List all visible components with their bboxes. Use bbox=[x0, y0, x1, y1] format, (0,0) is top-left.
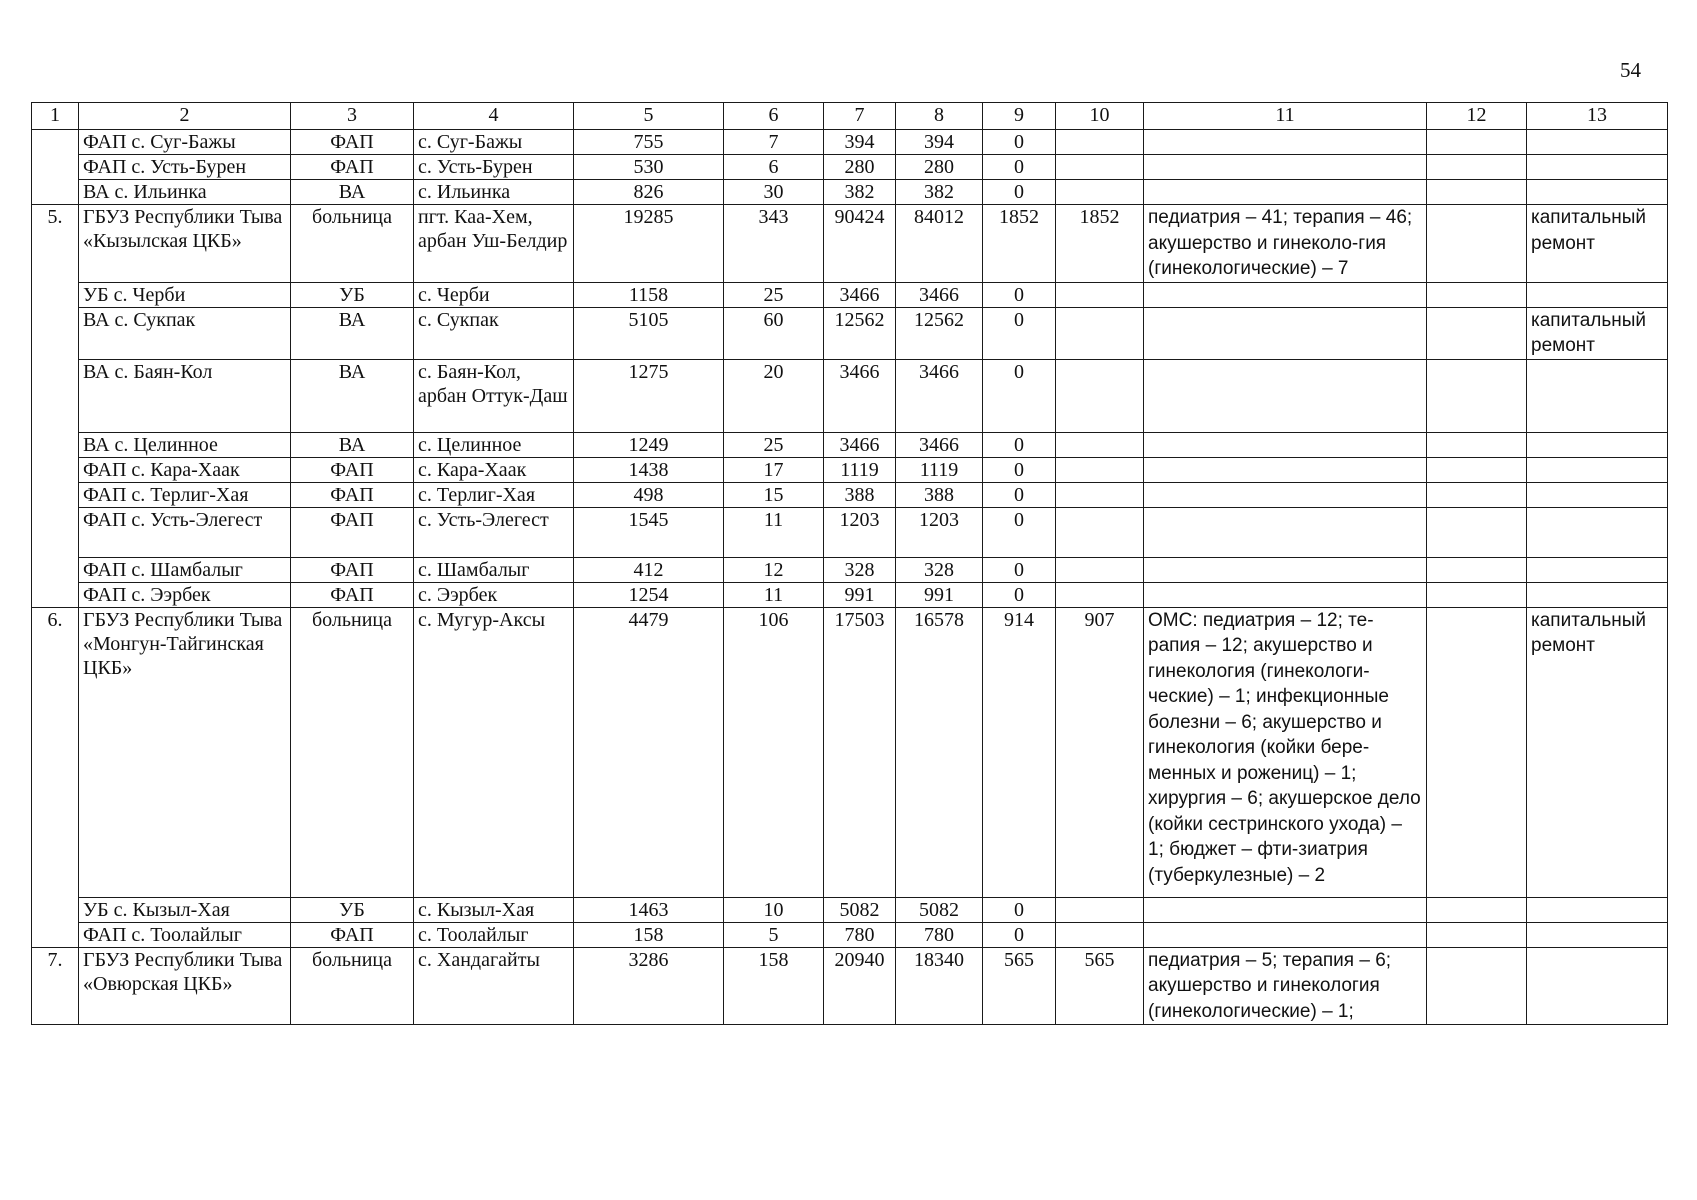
cell-col-9: 0 bbox=[983, 507, 1056, 557]
cell-col-6: 60 bbox=[724, 307, 824, 359]
cell-col-9: 0 bbox=[983, 457, 1056, 482]
cell-col-8: 18340 bbox=[896, 947, 983, 1025]
cell-col-4: с. Баян-Кол, арбан Оттук-Даш bbox=[414, 359, 574, 432]
table-row bbox=[32, 432, 1668, 457]
cell-col-5: 1438 bbox=[574, 457, 724, 482]
cell-col-3: ФАП bbox=[291, 457, 414, 482]
cell-col-13 bbox=[1527, 947, 1668, 1025]
cell-col-3: ВА bbox=[291, 180, 414, 205]
cell-col-6: 10 bbox=[724, 897, 824, 922]
table-row bbox=[32, 155, 1668, 180]
table-row bbox=[32, 947, 1668, 1025]
cell-col-3: ФАП bbox=[291, 130, 414, 155]
cell-col-5: 1158 bbox=[574, 282, 724, 307]
cell-col-4: с. Ильинка bbox=[414, 180, 574, 205]
cell-col-6: 106 bbox=[724, 607, 824, 897]
cell-col-3: ФАП bbox=[291, 155, 414, 180]
column-header: 10 bbox=[1056, 103, 1144, 130]
cell-col-3: больница bbox=[291, 205, 414, 283]
cell-col-9: 565 bbox=[983, 947, 1056, 1025]
cell-col-7: 20940 bbox=[824, 947, 896, 1025]
cell-col-3: УБ bbox=[291, 897, 414, 922]
cell-col-3: ФАП bbox=[291, 482, 414, 507]
cell-col-8: 388 bbox=[896, 482, 983, 507]
cell-col-12 bbox=[1427, 507, 1527, 557]
cell-col-5: 4479 bbox=[574, 607, 724, 897]
cell-col-3: ВА bbox=[291, 307, 414, 359]
cell-col-13 bbox=[1527, 457, 1668, 482]
column-header: 11 bbox=[1144, 103, 1427, 130]
cell-col-6: 12 bbox=[724, 557, 824, 582]
cell-col-2: УБ с. Черби bbox=[79, 282, 291, 307]
cell-col-7: 328 bbox=[824, 557, 896, 582]
cell-col-5: 5105 bbox=[574, 307, 724, 359]
cell-col-13 bbox=[1527, 432, 1668, 457]
table-row bbox=[32, 607, 1668, 897]
cell-col-10: 1852 bbox=[1056, 205, 1144, 283]
cell-col-10 bbox=[1056, 155, 1144, 180]
cell-col-11 bbox=[1144, 457, 1427, 482]
cell-col-7: 90424 bbox=[824, 205, 896, 283]
cell-col-5: 498 bbox=[574, 482, 724, 507]
cell-col-10 bbox=[1056, 282, 1144, 307]
table-body bbox=[32, 103, 1668, 1025]
cell-col-7: 17503 bbox=[824, 607, 896, 897]
cell-col-2: ФАП с. Ээрбек bbox=[79, 582, 291, 607]
cell-col-3: больница bbox=[291, 947, 414, 1025]
table-row bbox=[32, 130, 1668, 155]
cell-col-3: ФАП bbox=[291, 557, 414, 582]
cell-col-4: с. Усть-Бурен bbox=[414, 155, 574, 180]
cell-col-4: с. Черби bbox=[414, 282, 574, 307]
cell-col-5: 826 bbox=[574, 180, 724, 205]
column-header: 1 bbox=[32, 103, 79, 130]
cell-col-6: 11 bbox=[724, 582, 824, 607]
cell-col-7: 3466 bbox=[824, 359, 896, 432]
cell-col-4: пгт. Каа-Хем, арбан Уш-Белдир bbox=[414, 205, 574, 283]
cell-col-13 bbox=[1527, 180, 1668, 205]
cell-col-12 bbox=[1427, 457, 1527, 482]
cell-col-10 bbox=[1056, 359, 1144, 432]
cell-col-10 bbox=[1056, 432, 1144, 457]
cell-col-11 bbox=[1144, 180, 1427, 205]
cell-col-6: 11 bbox=[724, 507, 824, 557]
cell-col-3: ФАП bbox=[291, 922, 414, 947]
cell-col-8: 328 bbox=[896, 557, 983, 582]
cell-col-11 bbox=[1144, 359, 1427, 432]
cell-col-7: 1119 bbox=[824, 457, 896, 482]
cell-col-6: 20 bbox=[724, 359, 824, 432]
cell-col-8: 780 bbox=[896, 922, 983, 947]
cell-col-2: ФАП с. Тоолайлыг bbox=[79, 922, 291, 947]
cell-col-10 bbox=[1056, 130, 1144, 155]
cell-col-2: ГБУЗ Республики Тыва «Овюрская ЦКБ» bbox=[79, 947, 291, 1025]
page-number: 54 bbox=[1620, 58, 1641, 82]
cell-col-5: 530 bbox=[574, 155, 724, 180]
cell-col-12 bbox=[1427, 359, 1527, 432]
facilities-table bbox=[31, 102, 1668, 1025]
cell-col-12 bbox=[1427, 922, 1527, 947]
row-number: 6. bbox=[32, 607, 79, 947]
cell-col-5: 1463 bbox=[574, 897, 724, 922]
cell-col-8: 16578 bbox=[896, 607, 983, 897]
cell-col-2: ФАП с. Усть-Элегест bbox=[79, 507, 291, 557]
table-row bbox=[32, 180, 1668, 205]
cell-col-11: ОМС: педиатрия – 12; те-рапия – 12; акушерство и гинекология (гинекологи-ческие) – 1; инфекционные болезни – 6; акушерство и гинекология (койки бере-менных и рожениц) – 1; хирургия – 6; акушерское дело (койки сестринского ухода) – 1; бюджет – фти-зиатрия (туберкулезные) – 2 bbox=[1144, 607, 1427, 897]
table-row bbox=[32, 205, 1668, 283]
cell-col-11: педиатрия – 41; терапия – 46; акушерство и гинеколо-гия (гинекологические) – 7 bbox=[1144, 205, 1427, 283]
column-header: 6 bbox=[724, 103, 824, 130]
cell-col-13 bbox=[1527, 922, 1668, 947]
cell-col-13 bbox=[1527, 282, 1668, 307]
cell-col-11: педиатрия – 5; терапия – 6; акушерство и гинекология (гинекологические) – 1; bbox=[1144, 947, 1427, 1025]
cell-col-6: 158 bbox=[724, 947, 824, 1025]
column-header: 8 bbox=[896, 103, 983, 130]
table-row bbox=[32, 897, 1668, 922]
cell-col-6: 15 bbox=[724, 482, 824, 507]
cell-col-11 bbox=[1144, 432, 1427, 457]
column-header: 4 bbox=[414, 103, 574, 130]
cell-col-7: 12562 bbox=[824, 307, 896, 359]
cell-col-11 bbox=[1144, 482, 1427, 507]
cell-col-11 bbox=[1144, 897, 1427, 922]
cell-col-13 bbox=[1527, 359, 1668, 432]
row-number: 5. bbox=[32, 205, 79, 608]
column-header: 5 bbox=[574, 103, 724, 130]
cell-col-10 bbox=[1056, 307, 1144, 359]
cell-col-7: 991 bbox=[824, 582, 896, 607]
cell-col-2: ФАП с. Кара-Хаак bbox=[79, 457, 291, 482]
cell-col-7: 5082 bbox=[824, 897, 896, 922]
cell-col-8: 12562 bbox=[896, 307, 983, 359]
cell-col-10 bbox=[1056, 557, 1144, 582]
column-header: 13 bbox=[1527, 103, 1668, 130]
table-row bbox=[32, 359, 1668, 432]
cell-col-2: ГБУЗ Республики Тыва «Монгун-Тайгинская ЦКБ» bbox=[79, 607, 291, 897]
cell-col-10 bbox=[1056, 922, 1144, 947]
cell-col-3: ВА bbox=[291, 432, 414, 457]
cell-col-3: ФАП bbox=[291, 582, 414, 607]
cell-col-7: 394 bbox=[824, 130, 896, 155]
cell-col-12 bbox=[1427, 482, 1527, 507]
cell-col-12 bbox=[1427, 897, 1527, 922]
cell-col-10 bbox=[1056, 457, 1144, 482]
column-header: 7 bbox=[824, 103, 896, 130]
cell-col-3: больница bbox=[291, 607, 414, 897]
cell-col-12 bbox=[1427, 607, 1527, 897]
cell-col-4: с. Усть-Элегест bbox=[414, 507, 574, 557]
column-header: 12 bbox=[1427, 103, 1527, 130]
cell-col-13 bbox=[1527, 155, 1668, 180]
cell-col-8: 382 bbox=[896, 180, 983, 205]
cell-col-2: ФАП с. Шамбалыг bbox=[79, 557, 291, 582]
cell-col-4: с. Целинное bbox=[414, 432, 574, 457]
cell-col-3: ВА bbox=[291, 359, 414, 432]
cell-col-6: 25 bbox=[724, 282, 824, 307]
cell-col-8: 280 bbox=[896, 155, 983, 180]
cell-col-10 bbox=[1056, 507, 1144, 557]
cell-col-11 bbox=[1144, 282, 1427, 307]
table-row bbox=[32, 507, 1668, 557]
cell-col-9: 0 bbox=[983, 307, 1056, 359]
table-row bbox=[32, 557, 1668, 582]
cell-col-8: 3466 bbox=[896, 432, 983, 457]
cell-col-10: 907 bbox=[1056, 607, 1144, 897]
cell-col-9: 0 bbox=[983, 922, 1056, 947]
row-number bbox=[32, 130, 79, 205]
cell-col-2: ВА с. Ильинка bbox=[79, 180, 291, 205]
cell-col-13 bbox=[1527, 582, 1668, 607]
cell-col-9: 914 bbox=[983, 607, 1056, 897]
cell-col-7: 1203 bbox=[824, 507, 896, 557]
cell-col-12 bbox=[1427, 307, 1527, 359]
cell-col-4: с. Хандагайты bbox=[414, 947, 574, 1025]
cell-col-7: 3466 bbox=[824, 432, 896, 457]
cell-col-9: 0 bbox=[983, 155, 1056, 180]
cell-col-6: 25 bbox=[724, 432, 824, 457]
cell-col-11 bbox=[1144, 130, 1427, 155]
column-header: 3 bbox=[291, 103, 414, 130]
cell-col-4: с. Кызыл-Хая bbox=[414, 897, 574, 922]
cell-col-12 bbox=[1427, 155, 1527, 180]
cell-col-4: с. Сукпак bbox=[414, 307, 574, 359]
cell-col-5: 1545 bbox=[574, 507, 724, 557]
cell-col-11 bbox=[1144, 507, 1427, 557]
cell-col-7: 388 bbox=[824, 482, 896, 507]
cell-col-12 bbox=[1427, 205, 1527, 283]
cell-col-2: ВА с. Целинное bbox=[79, 432, 291, 457]
cell-col-4: с. Терлиг-Хая bbox=[414, 482, 574, 507]
cell-col-4: с. Шамбалыг bbox=[414, 557, 574, 582]
cell-col-6: 30 bbox=[724, 180, 824, 205]
cell-col-3: УБ bbox=[291, 282, 414, 307]
cell-col-7: 280 bbox=[824, 155, 896, 180]
cell-col-2: ФАП с. Суг-Бажы bbox=[79, 130, 291, 155]
cell-col-5: 19285 bbox=[574, 205, 724, 283]
cell-col-13 bbox=[1527, 507, 1668, 557]
cell-col-2: ВА с. Баян-Кол bbox=[79, 359, 291, 432]
cell-col-4: с. Суг-Бажы bbox=[414, 130, 574, 155]
cell-col-2: ФАП с. Терлиг-Хая bbox=[79, 482, 291, 507]
cell-col-9: 0 bbox=[983, 897, 1056, 922]
cell-col-10 bbox=[1056, 582, 1144, 607]
cell-col-5: 1275 bbox=[574, 359, 724, 432]
cell-col-12 bbox=[1427, 947, 1527, 1025]
cell-col-7: 3466 bbox=[824, 282, 896, 307]
cell-col-13: капитальный ремонт bbox=[1527, 205, 1668, 283]
cell-col-8: 1119 bbox=[896, 457, 983, 482]
cell-col-9: 0 bbox=[983, 180, 1056, 205]
cell-col-8: 1203 bbox=[896, 507, 983, 557]
table-row bbox=[32, 282, 1668, 307]
cell-col-12 bbox=[1427, 130, 1527, 155]
cell-col-4: с. Тоолайлыг bbox=[414, 922, 574, 947]
cell-col-13 bbox=[1527, 482, 1668, 507]
cell-col-11 bbox=[1144, 307, 1427, 359]
cell-col-9: 0 bbox=[983, 557, 1056, 582]
cell-col-8: 3466 bbox=[896, 359, 983, 432]
cell-col-10 bbox=[1056, 180, 1144, 205]
cell-col-12 bbox=[1427, 582, 1527, 607]
cell-col-5: 755 bbox=[574, 130, 724, 155]
cell-col-5: 3286 bbox=[574, 947, 724, 1025]
table-row bbox=[32, 307, 1668, 359]
cell-col-8: 394 bbox=[896, 130, 983, 155]
cell-col-12 bbox=[1427, 557, 1527, 582]
header-row bbox=[32, 103, 1668, 130]
table-row bbox=[32, 482, 1668, 507]
cell-col-11 bbox=[1144, 922, 1427, 947]
cell-col-2: УБ с. Кызыл-Хая bbox=[79, 897, 291, 922]
cell-col-5: 412 bbox=[574, 557, 724, 582]
cell-col-13: капитальный ремонт bbox=[1527, 307, 1668, 359]
table-row bbox=[32, 922, 1668, 947]
cell-col-9: 0 bbox=[983, 359, 1056, 432]
cell-col-6: 343 bbox=[724, 205, 824, 283]
cell-col-4: с. Мугур-Аксы bbox=[414, 607, 574, 897]
cell-col-4: с. Кара-Хаак bbox=[414, 457, 574, 482]
cell-col-5: 1254 bbox=[574, 582, 724, 607]
cell-col-12 bbox=[1427, 432, 1527, 457]
cell-col-11 bbox=[1144, 155, 1427, 180]
cell-col-5: 1249 bbox=[574, 432, 724, 457]
cell-col-9: 1852 bbox=[983, 205, 1056, 283]
cell-col-9: 0 bbox=[983, 582, 1056, 607]
cell-col-6: 7 bbox=[724, 130, 824, 155]
column-header: 2 bbox=[79, 103, 291, 130]
cell-col-7: 780 bbox=[824, 922, 896, 947]
cell-col-13 bbox=[1527, 897, 1668, 922]
cell-col-11 bbox=[1144, 582, 1427, 607]
cell-col-8: 991 bbox=[896, 582, 983, 607]
column-header: 9 bbox=[983, 103, 1056, 130]
cell-col-10 bbox=[1056, 482, 1144, 507]
cell-col-9: 0 bbox=[983, 282, 1056, 307]
cell-col-12 bbox=[1427, 180, 1527, 205]
cell-col-7: 382 bbox=[824, 180, 896, 205]
table-row bbox=[32, 457, 1668, 482]
cell-col-13: капитальный ремонт bbox=[1527, 607, 1668, 897]
cell-col-5: 158 bbox=[574, 922, 724, 947]
cell-col-8: 3466 bbox=[896, 282, 983, 307]
cell-col-6: 17 bbox=[724, 457, 824, 482]
cell-col-6: 5 bbox=[724, 922, 824, 947]
cell-col-13 bbox=[1527, 557, 1668, 582]
cell-col-8: 5082 bbox=[896, 897, 983, 922]
cell-col-9: 0 bbox=[983, 130, 1056, 155]
cell-col-10: 565 bbox=[1056, 947, 1144, 1025]
cell-col-13 bbox=[1527, 130, 1668, 155]
cell-col-11 bbox=[1144, 557, 1427, 582]
cell-col-10 bbox=[1056, 897, 1144, 922]
cell-col-9: 0 bbox=[983, 432, 1056, 457]
cell-col-9: 0 bbox=[983, 482, 1056, 507]
cell-col-12 bbox=[1427, 282, 1527, 307]
cell-col-4: с. Ээрбек bbox=[414, 582, 574, 607]
cell-col-2: ВА с. Сукпак bbox=[79, 307, 291, 359]
cell-col-2: ФАП с. Усть-Бурен bbox=[79, 155, 291, 180]
cell-col-3: ФАП bbox=[291, 507, 414, 557]
cell-col-6: 6 bbox=[724, 155, 824, 180]
row-number: 7. bbox=[32, 947, 79, 1025]
table-row bbox=[32, 582, 1668, 607]
cell-col-2: ГБУЗ Республики Тыва «Кызылская ЦКБ» bbox=[79, 205, 291, 283]
cell-col-8: 84012 bbox=[896, 205, 983, 283]
